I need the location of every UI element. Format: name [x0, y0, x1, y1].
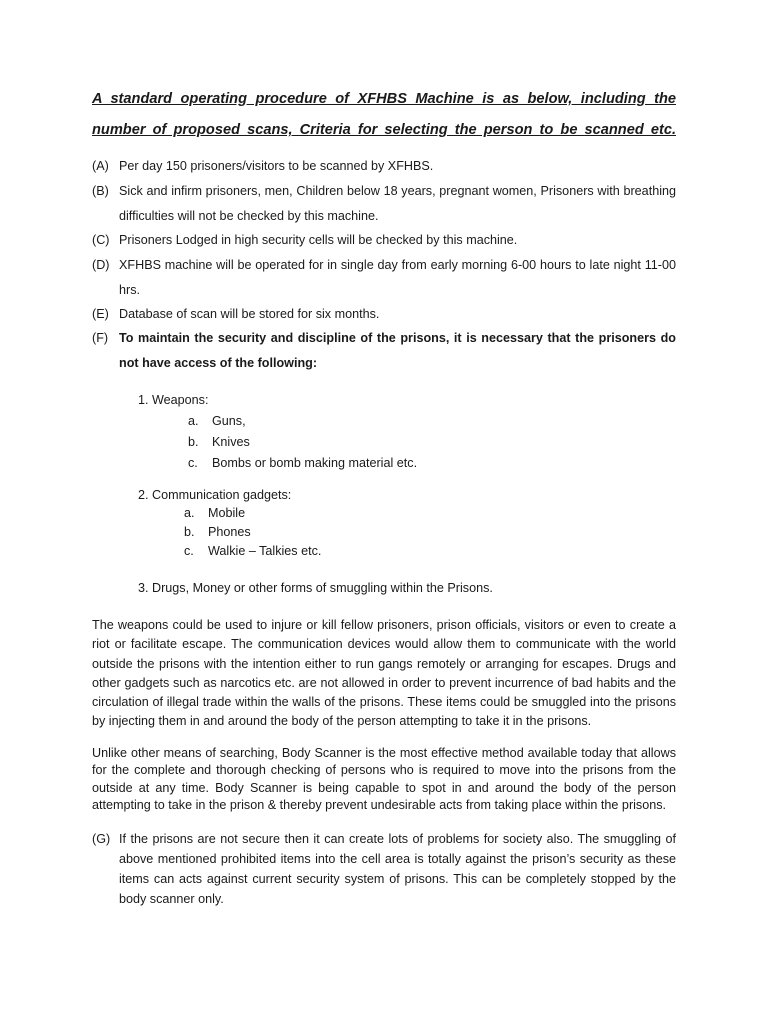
sub-text: Phones	[208, 525, 251, 539]
item-b	[92, 179, 676, 229]
heading-line-1: A standard operating procedure of XFHBS Machine is as below, including the	[92, 91, 676, 107]
item-text: Database of scan will be stored for six months.	[119, 307, 380, 321]
weapons-item-b	[188, 434, 250, 450]
item-text: Sick and infirm prisoners, men, Children below 18 years, pregnant women, Prisoners with breathing difficulties will not be checked by this machine.	[119, 184, 676, 223]
sub-text: Walkie – Talkies etc.	[208, 544, 322, 558]
item-c	[92, 228, 676, 253]
sub-label: c.	[184, 544, 194, 558]
item-f	[92, 326, 676, 376]
item-label: (G)	[92, 832, 111, 846]
heading-line-2: number of proposed scans, Criteria for selecting the person to be scanned etc.	[92, 122, 676, 138]
weapons-title: 1. Weapons:	[138, 393, 209, 407]
communication-item-a	[184, 505, 245, 521]
sub-label: c.	[188, 456, 198, 470]
sub-label: b.	[184, 525, 195, 539]
item-text: Per day 150 prisoners/visitors to be scanned by XFHBS.	[119, 159, 434, 173]
communication-item-c	[184, 543, 321, 559]
sub-text: Bombs or bomb making material etc.	[212, 456, 418, 470]
sub-text: Guns,	[212, 414, 246, 428]
sub-label: a.	[184, 506, 195, 520]
body-scanner-paragraph: Unlike other means of searching, Body Scanner is the most effective method available today that allows for the complete and thorough checking of persons who is required to move into the prisons from the outside at any time. Body Scanner is being capable to spot in and around the body of the person attempting to take in the prison & thereby prevent undesirable acts from taking place within the prisons.	[92, 746, 676, 813]
item-label: (A)	[92, 159, 109, 173]
item-label: (D)	[92, 258, 110, 272]
item-text: If the prisons are not secure then it can create lots of problems for society also. The smuggling of above mentioned prohibited items into the cell area is totally against the prison’s security as these items can acts against current security system of prisons. This can be completely stopped by the body scanner only.	[119, 832, 676, 906]
item-text: Prisoners Lodged in high security cells will be checked by this machine.	[119, 233, 518, 247]
item-label: (C)	[92, 233, 110, 247]
item-label: (B)	[92, 184, 109, 198]
item-e	[92, 302, 676, 327]
item-g	[92, 829, 676, 909]
weapons-item-c	[188, 455, 417, 471]
item-text: To maintain the security and discipline of the prisons, it is necessary that the prisoners do not have access of the following:	[119, 331, 676, 370]
weapons-item-a	[188, 413, 246, 429]
sub-label: b.	[188, 435, 199, 449]
item-label: (F)	[92, 331, 109, 345]
drugs-title: 3. Drugs, Money or other forms of smuggling within the Prisons.	[138, 581, 493, 595]
sub-text: Knives	[212, 435, 250, 449]
communication-item-b	[184, 524, 251, 540]
item-label: (E)	[92, 307, 109, 321]
sub-label: a.	[188, 414, 199, 428]
item-a	[92, 154, 676, 179]
sub-text: Mobile	[208, 506, 246, 520]
weapons-explanation-paragraph: The weapons could be used to injure or kill fellow prisoners, prison officials, visitors or even to create a riot or facilitate escape. The communication devices would allow them to communicate with the world outside the prisons with the intention either to run gangs remotely or arranging for escapes. Drugs and other gadgets such as narcotics etc. are not allowed in order to prevent incurrence of bad habits and the circulation of illegal trade within the walls of the prisons. These items could be smuggled into the prisons by injecting them in and around the body of the person attempting to take it in the prisons.	[92, 618, 676, 729]
item-text: XFHBS machine will be operated for in single day from early morning 6-00 hours to late night 11-00 hrs.	[119, 258, 676, 297]
communication-title: 2. Communication gadgets:	[138, 488, 292, 502]
item-d	[92, 253, 676, 303]
